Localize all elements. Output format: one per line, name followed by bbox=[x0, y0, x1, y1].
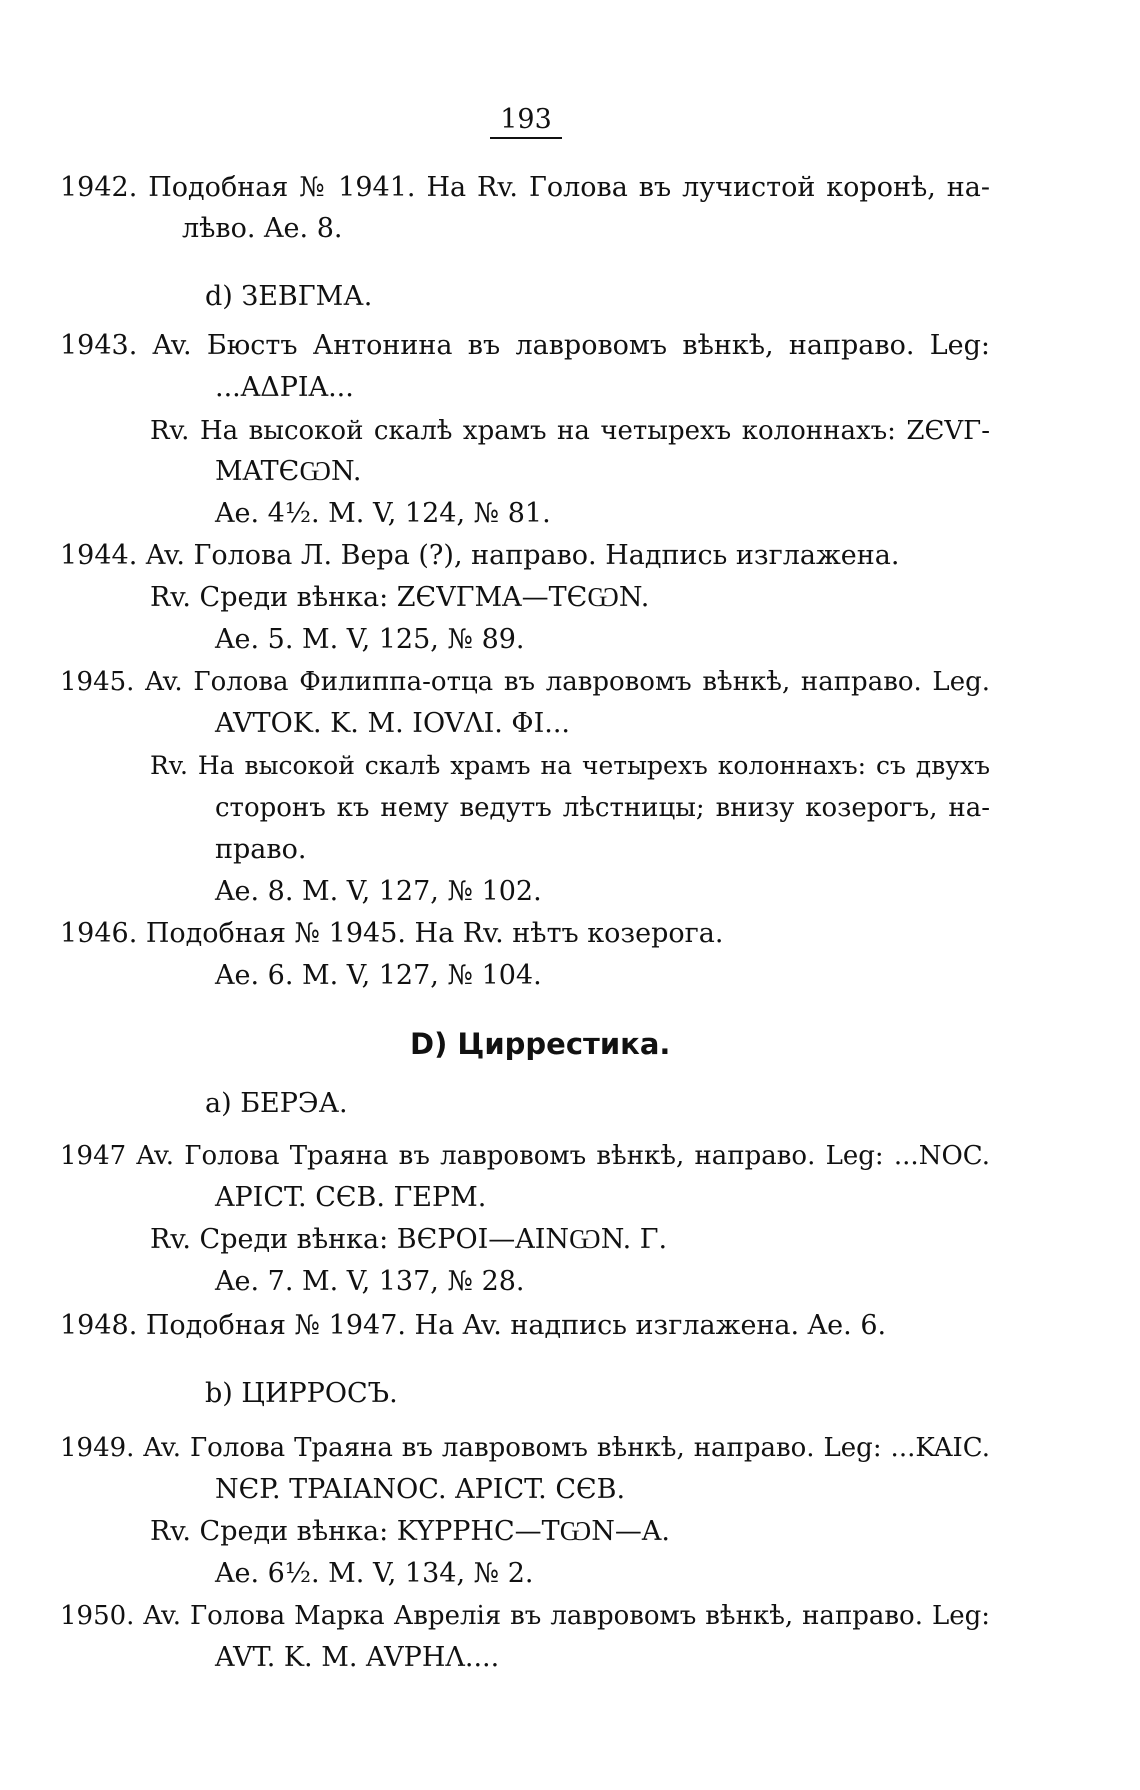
text-line: Ae. 6½. M. V, 134, № 2. bbox=[215, 1558, 534, 1589]
chapter-heading: D) Циррестика. bbox=[410, 1027, 671, 1061]
text-line: AVT. K. M. AVPHΛ.... bbox=[215, 1642, 500, 1673]
section-heading: b) ЦИРРОСЪ. bbox=[205, 1378, 398, 1409]
text-line: 1944. Av. Голова Л. Вера (?), направо. Надпись изглажена. bbox=[60, 540, 900, 571]
section-heading: a) БЕРЭА. bbox=[205, 1088, 348, 1119]
text-line: AVTOK. K. M. IOVΛI. ΦI... bbox=[215, 708, 570, 739]
text-line: 1946. Подобная № 1945. На Rv. нѣтъ козерога. bbox=[60, 918, 724, 949]
text-line: Ae. 8. M. V, 127, № 102. bbox=[215, 876, 542, 907]
text-line: 1950. Av. Голова Марка Аврелія въ лавровомъ вѣнкѣ, направо. Leg: bbox=[60, 1601, 990, 1631]
text-line: Ae. 7. M. V, 137, № 28. bbox=[215, 1266, 525, 1297]
text-line: Ae. 6. M. V, 127, № 104. bbox=[215, 960, 542, 991]
text-line: NЄP. TPAIANOC. APICT. CЄB. bbox=[215, 1474, 626, 1505]
text-line: 1948. Подобная № 1947. На Av. надпись изглажена. Ae. 6. bbox=[60, 1310, 887, 1341]
text-line: APICT. CЄB. ΓEPM. bbox=[215, 1182, 487, 1213]
text-line: право. bbox=[215, 834, 307, 865]
section-heading: d) ЗЕВГМА. bbox=[205, 281, 373, 312]
text-line: Ae. 4½. M. V, 124, № 81. bbox=[215, 498, 551, 529]
text-line: Ae. 5. M. V, 125, № 89. bbox=[215, 624, 525, 655]
text-line: 1949. Av. Голова Траяна въ лавровомъ вѣнкѣ, направо. Leg: ...KAIC. bbox=[60, 1433, 990, 1463]
text-line: ...AΔPIA... bbox=[215, 372, 354, 403]
text-line: MATЄѠN. bbox=[215, 456, 362, 487]
text-line: Rv. На высокой скалѣ храмъ на четырехъ колоннахъ: ZЄVΓ- bbox=[150, 416, 990, 446]
text-line: Rv. Среди вѣнка: BЄPOI—AINѠN. Γ. bbox=[150, 1224, 668, 1255]
text-line: лѣво. Ae. 8. bbox=[182, 213, 343, 244]
text-line: 1943. Av. Бюстъ Антонина въ лавровомъ вѣнкѣ, направо. Leg: bbox=[60, 330, 990, 361]
page-number: 193 bbox=[490, 104, 562, 139]
text-line: 1942. Подобная № 1941. На Rv. Голова въ лучистой коронѣ, на- bbox=[60, 172, 990, 203]
text-line: Rv. Среди вѣнка: KYPPHC—TѠN—A. bbox=[150, 1516, 670, 1547]
text-line: 1947 Av. Голова Траяна въ лавровомъ вѣнкѣ, направо. Leg: ...NOC. bbox=[60, 1141, 990, 1171]
text-line: Rv. Среди вѣнка: ZЄVΓMA—TЄѠN. bbox=[150, 582, 650, 613]
text-line: Rv. На высокой скалѣ храмъ на четырехъ колоннахъ: съ двухъ bbox=[150, 751, 990, 780]
text-line: 1945. Av. Голова Филиппа-отца въ лавровомъ вѣнкѣ, направо. Leg. bbox=[60, 667, 990, 697]
text-line: сторонъ къ нему ведутъ лѣстницы; внизу козерогъ, на- bbox=[215, 793, 990, 823]
